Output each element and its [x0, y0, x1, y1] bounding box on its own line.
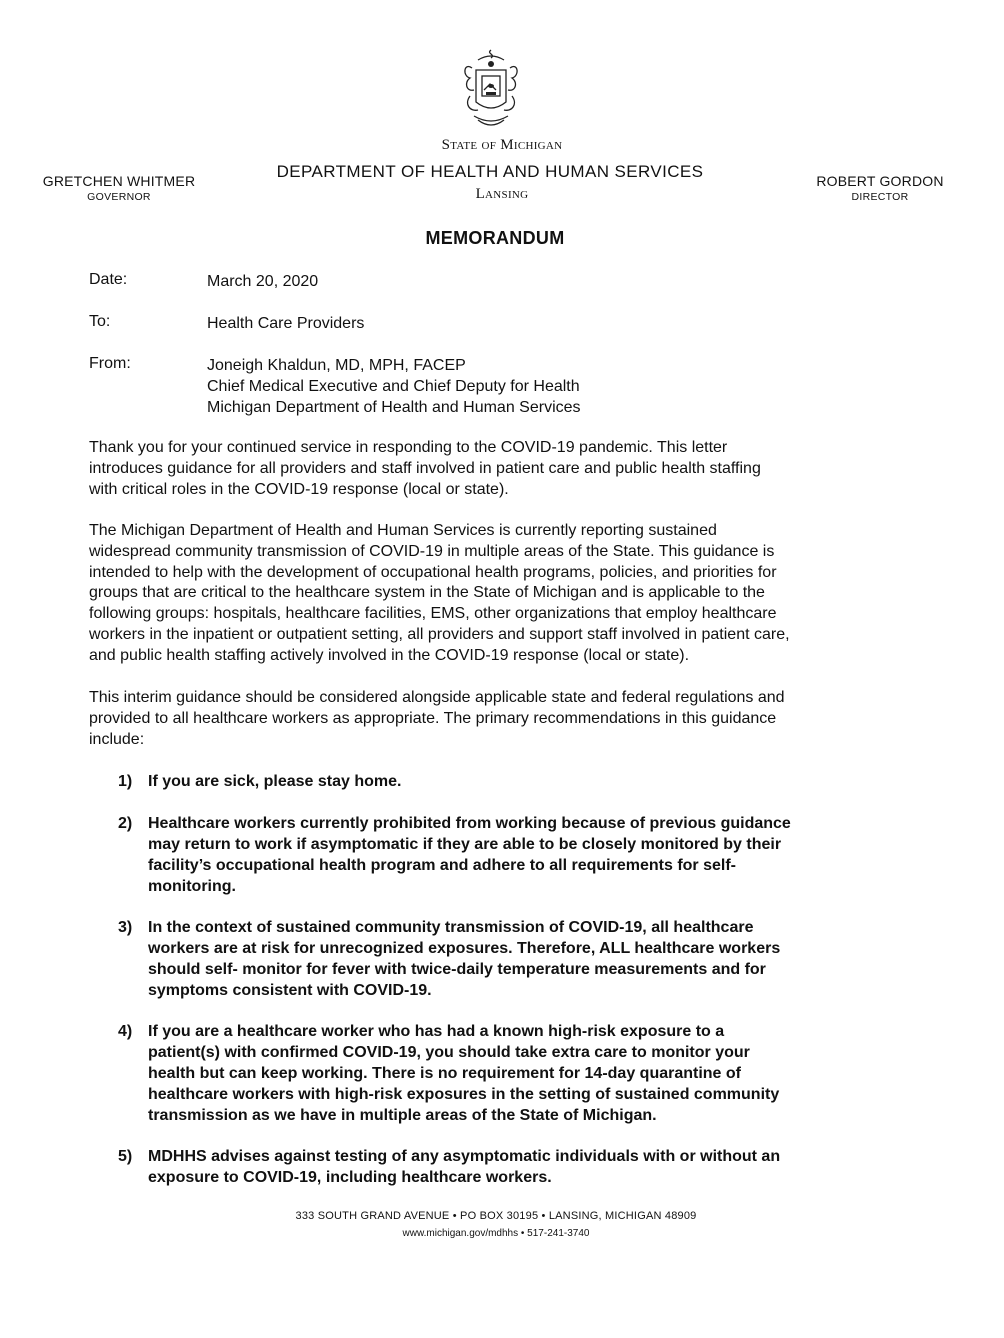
recommendation-item — [118, 1021, 878, 1126]
paragraph-line: This interim guidance should be considered alongside applicable state and federal regulations and — [89, 689, 785, 706]
paragraph-line: and public health staffing actively involved in the COVID-19 response (local or state). — [89, 646, 690, 664]
recommendation-item — [118, 771, 878, 792]
paragraph-transmission — [89, 521, 889, 667]
paragraph-line: following groups: hospitals, healthcare facilities, EMS, other organizations that employ healthcare — [89, 605, 777, 623]
paragraph-line: widespread community transmission of COVID-19 in multiple areas of the State. This guidance is — [89, 542, 775, 560]
paragraph-line: with critical roles in the COVID-19 response (local or state). — [89, 480, 509, 498]
paragraph-line: intended to help with the development of occupational health programs, policies, and priorities for — [89, 563, 777, 581]
governor-name: GRETCHEN WHITMER — [42, 173, 196, 189]
department-name: DEPARTMENT OF HEALTH AND HUMAN SERVICES — [276, 162, 704, 181]
paragraph-line: introduces guidance for all providers and staff involved in patient care and public health staffing — [89, 459, 761, 477]
item-line: should self- monitor for fever with twice-daily temperature measurements and for — [148, 961, 766, 978]
date-label: Date: — [89, 271, 128, 288]
director-name: ROBERT GORDON — [816, 173, 944, 189]
paragraph-guidance — [89, 688, 889, 750]
michigan-state-seal-icon — [456, 46, 526, 134]
paragraph-line: include: — [89, 730, 145, 748]
item-line: In the context of sustained community transmission of COVID-19, all healthcare — [148, 919, 754, 936]
from-department: Michigan Department of Health and Human Services — [207, 399, 581, 416]
to-label: To: — [89, 313, 111, 330]
paragraph-line: workers in the inpatient or outpatient setting, all providers and support staff involved in patient care, — [89, 625, 790, 643]
footer-address: 333 SOUTH GRAND AVENUE • PO BOX 30195 • LANSING, MICHIGAN 48909 — [295, 1210, 697, 1222]
item-number: 3) — [118, 919, 133, 936]
date-value: March 20, 2020 — [207, 273, 319, 290]
item-line: health but can keep working. There is no requirement for 14-day quarantine of — [148, 1065, 741, 1082]
state-name: State of Michigan — [441, 137, 563, 153]
item-line: Healthcare workers currently prohibited from working because of previous guidance — [148, 815, 791, 832]
governor-title: GOVERNOR — [87, 191, 151, 203]
item-line: may return to work if asymptomatic if they are able to be closely monitored by their — [148, 836, 782, 853]
item-number: 2) — [118, 815, 133, 832]
item-number: 4) — [118, 1023, 133, 1040]
item-line: MDHHS advises against testing of any asymptomatic individuals with or without an — [148, 1148, 781, 1165]
item-line: transmission as we have in multiple areas of the State of Michigan. — [148, 1107, 657, 1124]
city-name: Lansing — [475, 186, 529, 202]
paragraph-line: Thank you for your continued service in responding to the COVID-19 pandemic. This letter — [89, 439, 728, 456]
item-line: exposure to COVID-19, including healthcare workers. — [148, 1169, 552, 1186]
memo-title: MEMORANDUM — [425, 228, 565, 248]
item-line: monitoring. — [148, 878, 236, 895]
recommendation-item — [118, 813, 878, 897]
paragraph-intro — [89, 438, 889, 500]
recommendation-item — [118, 1146, 878, 1188]
item-line: symptoms consistent with COVID-19. — [148, 982, 432, 999]
item-line: facility’s occupational health program and adhere to all requirements for self- — [148, 857, 736, 874]
from-name: Joneigh Khaldun, MD, MPH, FACEP — [207, 357, 466, 374]
director-title: DIRECTOR — [851, 191, 909, 203]
paragraph-line: The Michigan Department of Health and Human Services is currently reporting sustained — [89, 522, 717, 539]
from-title: Chief Medical Executive and Chief Deputy for Health — [207, 378, 580, 395]
item-number: 1) — [118, 773, 133, 790]
item-line: patient(s) with confirmed COVID-19, you should take extra care to monitor your — [148, 1044, 750, 1061]
paragraph-line: provided to all healthcare workers as appropriate. The primary recommendations in this guidance — [89, 709, 777, 727]
item-number: 5) — [118, 1148, 133, 1165]
from-label: From: — [89, 355, 131, 372]
footer-contact: www.michigan.gov/mdhhs • 517-241-3740 — [402, 1228, 590, 1239]
to-value: Health Care Providers — [207, 315, 365, 332]
paragraph-line: groups that are critical to the healthcare system in the State of Michigan and is applicable to the — [89, 584, 765, 602]
recommendation-item — [118, 917, 878, 1001]
item-line: If you are sick, please stay home. — [148, 773, 402, 790]
item-line: If you are a healthcare worker who has had a known high-risk exposure to a — [148, 1023, 725, 1040]
item-line: healthcare workers with high-risk exposures in the setting of sustained community — [148, 1086, 780, 1103]
item-line: workers are at risk for unrecognized exposures. Therefore, ALL healthcare workers — [148, 940, 781, 957]
from-block — [207, 355, 581, 418]
